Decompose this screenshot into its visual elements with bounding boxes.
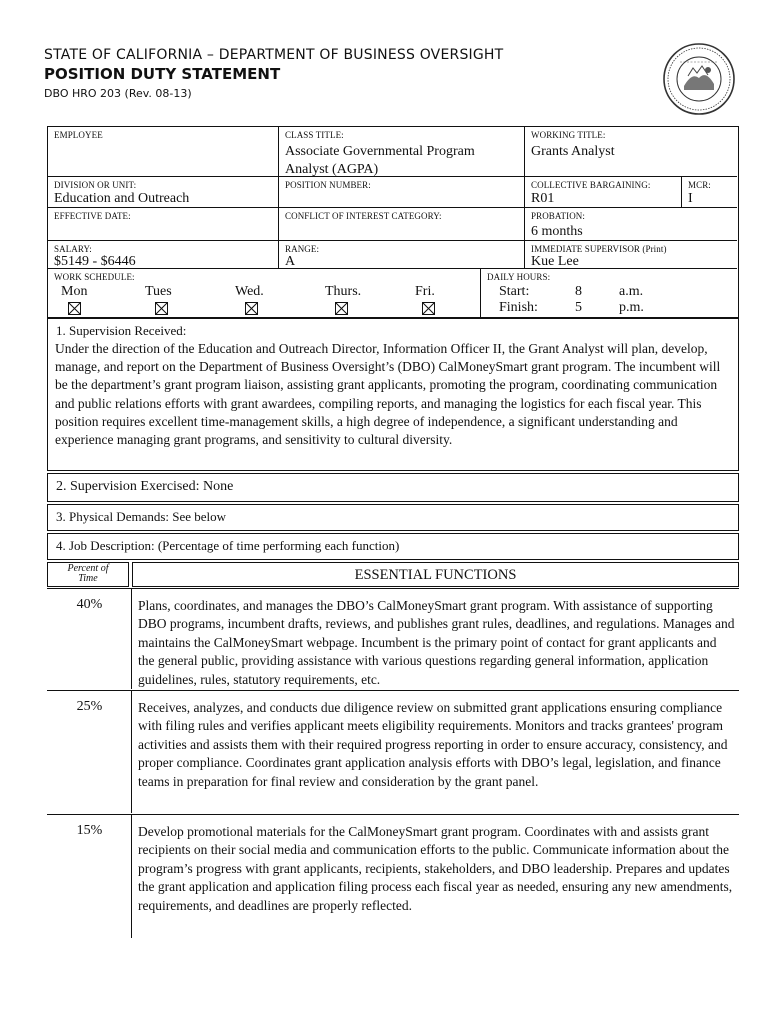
daily-hours-label: DAILY HOURS:: [487, 272, 551, 282]
function-percent: 15%: [76, 823, 103, 838]
function-text: Plans, coordinates, and manages the DBO’s CalMoneySmart grant program. With assistance of supporting DBO programs, incumbent drafts, reviews, and publishes grant rules, deadlines, and regulations. Manages and maintains the CalMoneySmart webpage. Incumbent is the primary point of contact for grant applicants and the general public, providing assistance with various questions regarding general information, application guidelines, rules, statutory requirements, etc.: [138, 598, 735, 687]
day-label-thurs: Thurs.: [325, 284, 362, 299]
class-title-cell[interactable]: [279, 127, 525, 177]
section-4-title: 4. Job Description: (Percentage of time performing each function): [56, 538, 400, 553]
range-cell[interactable]: [279, 241, 525, 269]
checkbox-mon[interactable]: [68, 302, 81, 315]
position-info-form: [47, 126, 739, 318]
division-cell[interactable]: [48, 177, 279, 208]
checkbox-thurs[interactable]: [335, 302, 348, 315]
function-percent-cell: [47, 815, 132, 938]
position-number-label: POSITION NUMBER:: [285, 180, 371, 190]
work-schedule-cell: [48, 269, 481, 317]
function-percent-cell: [47, 589, 132, 689]
finish-label: Finish:: [499, 300, 538, 315]
checkbox-tues[interactable]: [155, 302, 168, 315]
day-label-fri: Fri.: [415, 284, 435, 299]
checkbox-wed[interactable]: [245, 302, 258, 315]
section-supervision-exercised: [47, 473, 739, 502]
mcr-label: MCR:: [688, 180, 711, 190]
employee-label: EMPLOYEE: [54, 130, 103, 140]
percent-of-time-header: [47, 562, 129, 587]
function-percent: 25%: [76, 699, 103, 714]
effective-date-label: EFFECTIVE DATE:: [54, 211, 131, 221]
class-title-line1: Associate Governmental Program: [285, 144, 475, 159]
section-physical-demands: [47, 504, 739, 531]
range-label: RANGE:: [285, 244, 320, 254]
agency-heading: STATE OF CALIFORNIA – DEPARTMENT OF BUSINESS OVERSIGHT: [44, 47, 504, 63]
start-unit: a.m.: [619, 284, 644, 299]
finish-value[interactable]: 5: [575, 300, 582, 315]
form-number: DBO HRO 203 (Rev. 08-13): [44, 87, 192, 100]
supervisor-cell[interactable]: [525, 241, 737, 269]
working-title-label: WORKING TITLE:: [531, 130, 606, 140]
function-row: [47, 691, 739, 813]
essential-functions-header: [47, 562, 739, 587]
probation-value: 6 months: [531, 224, 583, 239]
collective-bargaining-label: COLLECTIVE BARGAINING:: [531, 180, 651, 190]
percent-header-line2: Time: [78, 573, 98, 584]
document-title: POSITION DUTY STATEMENT: [44, 65, 281, 83]
function-percent: 40%: [76, 597, 103, 612]
position-number-cell[interactable]: [279, 177, 525, 208]
percent-header-line1: Percent of: [67, 563, 109, 574]
section-job-description: [47, 533, 739, 560]
conflict-of-interest-label: CONFLICT OF INTEREST CATEGORY:: [285, 211, 442, 221]
supervisor-value: Kue Lee: [531, 254, 579, 269]
collective-bargaining-cell[interactable]: [525, 177, 682, 208]
functions-header: ESSENTIAL FUNCTIONS: [132, 562, 739, 587]
class-title-line2: Analyst (AGPA): [285, 162, 379, 177]
division-value: Education and Outreach: [54, 191, 190, 206]
finish-unit: p.m.: [619, 300, 644, 315]
section-1-body: Under the direction of the Education and Outreach Director, Information Officer II, the Grant Analyst will plan, develop, manage, and report on the Department of Business Oversight’s (DBO) CalMoneySmart grant program. The incumbent will be the department’s grant program liaison, assisting grant applicants, promoting the program, coordinating communication and public relations efforts with grant awardees, compiling reports, and managing the logistics for each fiscal year. This position requires excellent time-management skills, a high degree of independence, a significant understanding and experience managing grant programs, and sensitivity to cultural diversity.: [55, 341, 721, 448]
collective-bargaining-value: R01: [531, 191, 555, 206]
start-label: Start:: [499, 284, 530, 299]
class-title-label: CLASS TITLE:: [285, 130, 344, 140]
state-seal-icon: [662, 42, 736, 116]
salary-label: SALARY:: [54, 244, 92, 254]
working-title-cell[interactable]: [525, 127, 737, 177]
section-1-title: 1. Supervision Received:: [56, 323, 187, 338]
daily-hours-cell: [481, 269, 737, 317]
function-row: [47, 815, 739, 938]
employee-cell[interactable]: [48, 127, 279, 177]
day-label-tues: Tues: [145, 284, 172, 299]
effective-date-cell[interactable]: [48, 208, 279, 241]
salary-value: $5149 - $6446: [54, 254, 136, 269]
start-value[interactable]: 8: [575, 284, 582, 299]
mcr-value: I: [688, 191, 693, 206]
checkbox-fri[interactable]: [422, 302, 435, 315]
salary-cell[interactable]: [48, 241, 279, 269]
day-label-mon: Mon: [61, 284, 88, 299]
supervisor-label: IMMEDIATE SUPERVISOR (Print): [531, 244, 667, 254]
working-title-value: Grants Analyst: [531, 144, 615, 159]
division-label: DIVISION OR UNIT:: [54, 180, 137, 190]
function-percent-cell: [47, 691, 132, 813]
day-label-wed: Wed.: [235, 284, 264, 299]
conflict-of-interest-cell[interactable]: [279, 208, 525, 241]
section-supervision-received: [47, 318, 739, 471]
function-row: [47, 589, 739, 689]
section-2-title: 2. Supervision Exercised: None: [56, 479, 234, 494]
probation-label: PROBATION:: [531, 211, 586, 221]
work-schedule-label: WORK SCHEDULE:: [54, 272, 135, 282]
probation-cell[interactable]: [525, 208, 737, 241]
mcr-cell[interactable]: [682, 177, 737, 208]
range-value: A: [285, 254, 296, 269]
function-text: Receives, analyzes, and conducts due diligence review on submitted grant applications ensuring compliance with filing rules and verifies applicant meets eligibility requirements. Monitors and tracks grantees' program activities and assists them with their required progress reporting in order to ensure accuracy, consistency, and proper compliance. Coordinates grant application analysis efforts with DBO’s legal, legislation, and finance teams in preparation for final review and consideration by the grant panel.: [138, 700, 728, 789]
function-text: Develop promotional materials for the CalMoneySmart grant program. Coordinates with and assists grant recipients on their social media and communication efforts to the public. Communicate information about the program’s progress with grant applicants, recipients, stakeholders, and DBO leadership. Prepares and updates the grant application and application filing process each fiscal year as needed, ensuring any new amendments, requirements, and deadlines are properly reflected.: [138, 824, 733, 913]
section-3-title: 3. Physical Demands: See below: [56, 509, 227, 524]
